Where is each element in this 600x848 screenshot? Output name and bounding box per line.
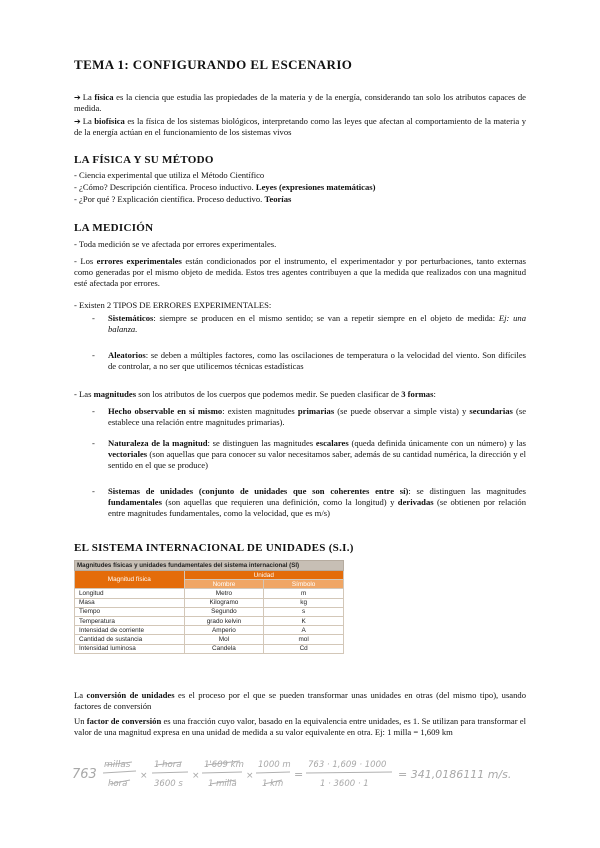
table-row (75, 626, 344, 635)
table-row (75, 644, 344, 653)
table-header-row (75, 571, 344, 580)
cell-nombre: Metro (184, 589, 264, 598)
table-row (75, 598, 344, 607)
fraction-bar (103, 771, 136, 773)
cell-simbolo: s (264, 607, 344, 616)
cell-magnitud: Masa (75, 598, 185, 607)
cell-simbolo: A (264, 626, 344, 635)
si-units-table (74, 560, 344, 654)
cell-nombre: Segundo (184, 607, 264, 616)
cell-simbolo: K (264, 616, 344, 625)
tipos-errores-line: - Existen 2 TIPOS DE ERRORES EXPERIMENTALES: (74, 300, 272, 310)
magnitudes-item-3: Sistemas de unidades (conjunto de unidades que son coherentes entre sí): se distinguen las magnitudes fundamentales (son aquellas que requieren una definición, como la longitud) y derivadas (se obtienen por relación entre magnitudes fundamentales, como la velocidad, que es m/s) (108, 486, 526, 519)
cell-magnitud: Longitud (75, 589, 185, 598)
header-magnitud: Magnitud física (75, 571, 185, 589)
cell-simbolo: m (264, 589, 344, 598)
table-caption-row (75, 561, 344, 571)
fraction-bar (202, 772, 242, 773)
cell-simbolo: Cd (264, 644, 344, 653)
cell-magnitud: Temperatura (75, 616, 185, 625)
intro-fisica-paragraph: ➔ La física es la ciencia que estudia las propiedades de la materia y de la energía, considerando tan solo los atributos capaces de medida. (74, 92, 526, 114)
cell-magnitud: Intensidad luminosa (75, 644, 185, 653)
page-title: TEMA 1: CONFIGURANDO EL ESCENARIO (74, 57, 353, 72)
header-unidad: Unidad (184, 571, 343, 580)
cell-nombre: Candela (184, 644, 264, 653)
fraction-bar (306, 772, 392, 773)
cell-nombre: Mol (184, 635, 264, 644)
hand-result-den: 1 · 3600 · 1 (320, 779, 369, 789)
intro-biofisica-paragraph: ➔ La biofísica es la física de los sistemas biológicos, interpretando como las leyes que afectan al comportamiento de la materia y de la energía actúan en el funcionamiento de los sistemas vivos (74, 116, 526, 138)
cell-magnitud: Intensidad de corriente (75, 626, 185, 635)
hand-f2-den: 3600 s (154, 779, 183, 789)
bullet-dash: - (92, 486, 95, 496)
bullet-dash: - (92, 313, 95, 323)
arrow-right-icon: ➔ (74, 117, 81, 126)
bullet-dash: - (92, 438, 95, 448)
table-row (75, 635, 344, 644)
magnitudes-line: - Las magnitudes son los atributos de los cuerpos que podemos medir. Se pueden clasificar de 3 formas: (74, 389, 436, 399)
fisica-line-2: - ¿Cómo? Descripción científica. Proceso inductivo. Leyes (expresiones matemáticas) (74, 182, 376, 192)
aleatorios-item: Aleatorios: se deben a múltiples factores, como las oscilaciones de temperatura o la velocidad del viento. Son difíciles de controlar, a no ser que utilicemos técnicas estadísticas (108, 350, 526, 372)
section-heading-medicion: LA MEDICIÓN (74, 222, 154, 234)
table-caption: Magnitudes físicas y unidades fundamentales del sistema internacional (SI) (75, 561, 344, 571)
cell-magnitud: Tiempo (75, 607, 185, 616)
section-heading-si: EL SISTEMA INTERNACIONAL DE UNIDADES (S.I.) (74, 542, 354, 554)
hand-f4-den: 1 km (262, 779, 284, 789)
hand-f3-den: 1 milla (208, 779, 237, 789)
handwritten-conversion (70, 752, 530, 794)
hand-f4-num: 1000 m (258, 760, 291, 770)
cell-magnitud: Cantidad de sustancia (75, 635, 185, 644)
cell-simbolo: kg (264, 598, 344, 607)
hand-f1-num: millas (104, 760, 131, 770)
hand-times: × (192, 771, 200, 781)
hand-result-num: 763 · 1,609 · 1000 (308, 760, 387, 770)
hand-times: × (140, 771, 148, 781)
bullet-dash: - (92, 406, 95, 416)
table-row (75, 616, 344, 625)
hand-f1-den: hora (108, 779, 128, 789)
hand-763: 763 (72, 767, 97, 782)
magnitudes-item-1: Hecho observable en sí mismo: existen magnitudes primarias (se puede observar a simple vista) y secundarias (se establece una relación entre magnitudes primarias). (108, 406, 527, 428)
fisica-line-3: - ¿Por qué ? Explicación científica. Proceso deductivo. Teorías (74, 194, 292, 204)
medicion-line-1: - Toda medición se ve afectada por errores experimentales. (74, 239, 277, 249)
hand-result: = 341,0186111 m/s. (398, 768, 512, 781)
table-row (75, 607, 344, 616)
fraction-bar (256, 772, 290, 773)
cell-nombre: Kilogramo (184, 598, 264, 607)
magnitudes-item-2: Naturaleza de la magnitud: se distinguen las magnitudes escalares (queda definida únicamente con un número) y las vectoriales (son aquellas que para conocer su valor necesitamos saber, además de su cantidad numérica, la dirección y el sentido en el que se produce) (108, 438, 527, 471)
fraction-bar (152, 772, 188, 773)
cell-nombre: Amperio (184, 626, 264, 635)
sistematicos-item: Sistemáticos: siempre se producen en el mismo sentido; se van a repetir siempre en el objeto de medida: Ej: una balanza. (108, 313, 526, 335)
hand-f2-num: 1 hora (154, 760, 182, 770)
cell-nombre: grado kelvin (184, 616, 264, 625)
conversion-paragraph: La conversión de unidades es el proceso por el que se pueden transformar unas unidades en otras (del mismo tipo), usando factores de conversión (74, 690, 526, 712)
hand-equals: = (294, 768, 304, 781)
fisica-line-1: - Ciencia experimental que utiliza el Método Científico (74, 170, 265, 180)
section-heading-fisica: LA FÍSICA Y SU MÉTODO (74, 154, 214, 166)
errores-paragraph: - Los errores experimentales están condicionados por el instrumento, el experimentador y por perturbaciones, tanto externas como generadas por el mismo objeto de medida. Estos tres agentes contribuyen a que la medida que realizados con una magnitud esté afectada por errores. (74, 256, 526, 289)
header-simbolo: Símbolo (264, 580, 344, 589)
hand-f3-num: 1'609 km (204, 760, 244, 770)
bullet-dash: - (92, 350, 95, 360)
header-nombre: Nombre (184, 580, 264, 589)
cell-simbolo: mol (264, 635, 344, 644)
table-row (75, 589, 344, 598)
factor-paragraph: Un factor de conversión es una fracción cuyo valor, basado en la equivalencia entre unidades, es 1. Se utilizan para transformar el valor de una magnitud expresa en una unidad de medida a su valor equivalente en otra. Ej: 1 milla = 1,609 km (74, 716, 526, 738)
arrow-right-icon: ➔ (74, 93, 81, 102)
hand-times: × (246, 771, 254, 781)
